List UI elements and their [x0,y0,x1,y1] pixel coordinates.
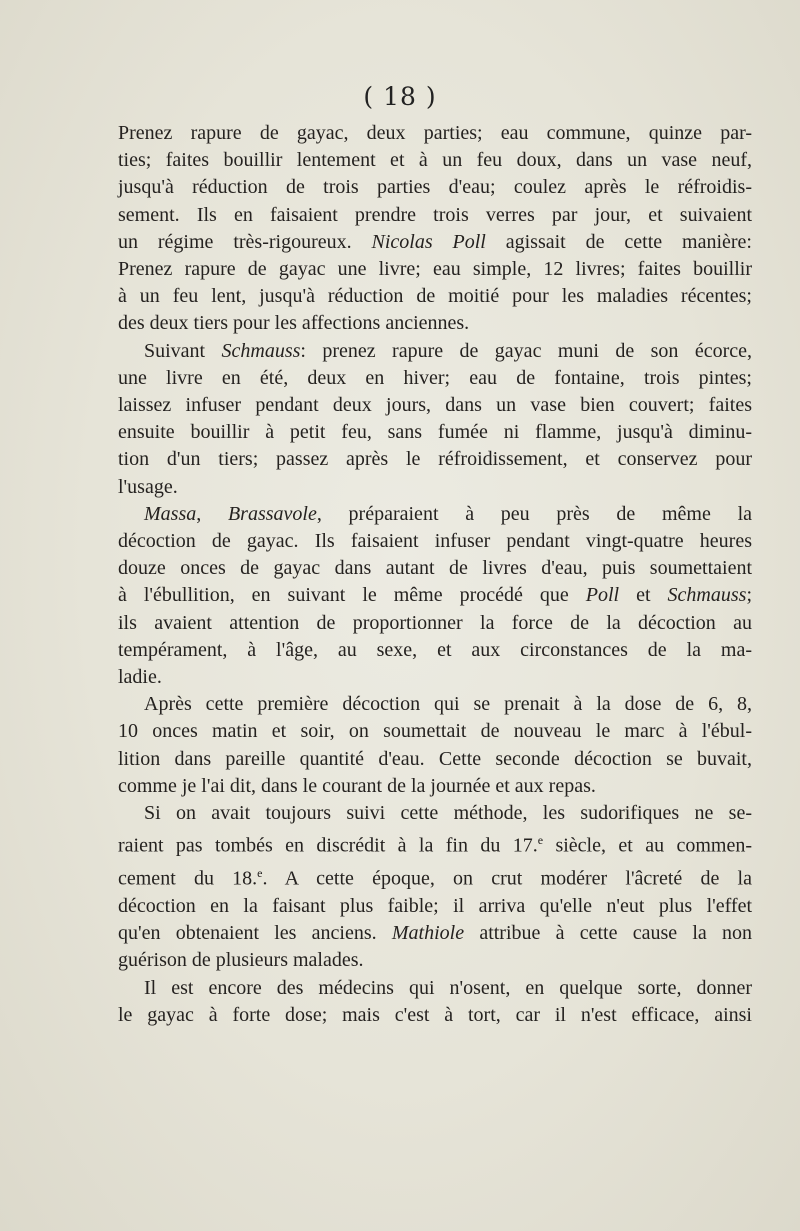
text-line: Prenez rapure de gayac, deux parties; eau commune, quinze par- [118,122,752,144]
text-line: Prenez rapure de gayac une livre; eau simple, 12 livres; faites bouillir [118,258,752,281]
text-run: et [619,584,668,607]
text-line: Après cette première décoction qui se prenait à la dose de 6, 8, [144,693,752,716]
text-line: 10 onces matin et soir, on soumettait de nouveau le marc à l'ébul- [118,720,752,743]
text-line: ladie. [118,666,162,689]
text-run: qu'en obtenaient les anciens. [118,922,392,945]
author-name: Schmauss [221,339,301,362]
text-line: sement. Ils en faisaient prendre trois verres par jour, et suivaient [118,203,752,226]
text-line: comme je l'ai dit, dans le courant de la journée et aux repas. [118,774,596,797]
text-run: : prenez rapure de gayac muni de son écorce, [300,339,752,362]
text-line: tempérament, à l'âge, au sexe, et aux circonstances de la ma- [118,638,752,661]
text-line: douze onces de gayac dans autant de livres d'eau, puis soumettaient [118,557,752,580]
text-run: agissait de cette manière: [485,230,752,253]
author-name: Brassavole [227,502,317,525]
text-line: tion d'un tiers; passez après le réfroidissement, et conservez pour [118,448,752,471]
page-number: ( 18 ) [363,82,437,111]
author-name: Poll [585,584,620,607]
text-line: le gayac à forte dose; mais c'est à tort, car il n'est efficace, ainsi [118,1003,752,1026]
text-line [118,827,752,860]
text-run: siècle, et au commen- [543,834,753,857]
body-text [118,120,752,1029]
text-line [118,582,752,609]
text-run: cement du 18. [118,867,258,890]
text-line: lition dans pareille quantité d'eau. Cette seconde décoction se buvait, [118,747,752,770]
author-name: Nicolas Poll [371,230,486,253]
text-run: raient pas tombés en discrédit à la fin du 17. [118,834,538,857]
text-run: ; [746,584,752,607]
text-run: Suivant [144,339,222,362]
text-run: à l'ébullition, en suivant le même procédé que [118,584,586,607]
text-line: laissez infuser pendant deux jours, dans un vase bien couvert; faites [118,394,752,417]
text-line: Si on avait toujours suivi cette méthode, les sudorifiques ne se- [144,802,752,825]
text-line: l'usage. [118,475,178,498]
text-run: , [196,502,228,525]
text-run: . A cette époque, on crut modérer l'âcreté de la [262,867,752,890]
text-line [118,338,752,365]
text-line: guérison de plusieurs malades. [118,949,364,972]
text-line: à un feu lent, jusqu'à réduction de moitié pour les maladies récentes; [118,285,752,308]
text-line: une livre en été, deux en hiver; eau de fontaine, trois pintes; [118,366,752,389]
text-line: décoction en la faisant plus faible; il arriva qu'elle n'eut plus l'effet [118,895,752,917]
text-line: des deux tiers pour les affections anciennes. [118,312,470,335]
superscript: e [257,866,263,881]
author-name: Schmauss [667,584,747,607]
text-line: décoction de gayac. Ils faisaient infuser pendant vingt-quatre heures [118,530,752,553]
text-line: jusqu'à réduction de trois parties d'eau; coulez après le réfroidis- [118,176,752,199]
superscript: e [537,833,544,848]
text-run: un régime très-rigoureux. [118,230,372,253]
text-line: Il est encore des médecins qui n'osent, en quelque sorte, donner [144,976,752,999]
text-run: attribue à cette cause la non [464,922,752,945]
text-run: , préparaient à peu près de même la [316,502,752,525]
author-name: Massa [144,502,197,525]
text-line [118,860,752,893]
text-line [118,501,752,528]
text-line: ensuite bouillir à petit feu, sans fumée ni flamme, jusqu'à diminu- [118,421,752,444]
text-line [118,920,752,947]
text-line: ties; faites bouillir lentement et à un feu doux, dans un vase neuf, [118,149,752,172]
text-line: ils avaient attention de proportionner la force de la décoction au [118,611,752,634]
text-line [118,229,752,256]
author-name: Mathiole [391,922,465,945]
